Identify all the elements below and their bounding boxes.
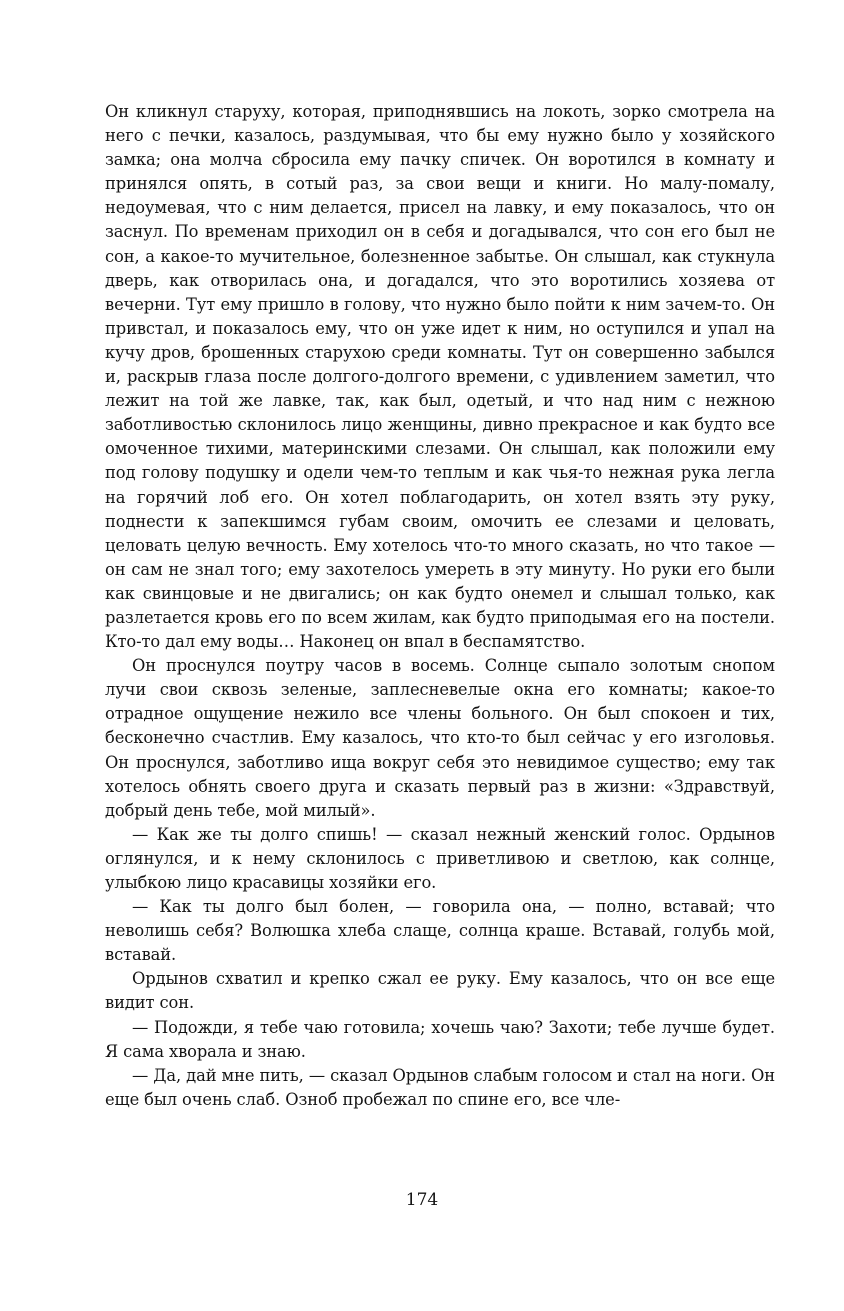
paragraph-2: Он проснулся поутру часов в восемь. Солнце сыпало золотым снопом лучи свои сквозь зеленые, заплесневелые окна его комнаты; какое-то отрадное ощущение нежило все члены больного. Он был спокоен и тих, бесконечно счастлив. Ему казалось, что кто-то был сейчас у его изголовья. Он проснулся, заботливо ища вокруг себя это невидимое существо; ему так хотелось обнять своего друга и сказать первый раз в жизни: «Здравствуй, добрый день тебе, мой милый». xyxy=(105,656,775,820)
paragraph-7: — Да, дай мне пить, — сказал Ордынов слабым голосом и стал на ноги. Он еще был очень слаб. Озноб пробежал по спине его, все чле- xyxy=(105,1065,775,1109)
page-number: 174 xyxy=(405,1190,439,1210)
paragraph-6: — Подожди, я тебе чаю готовила; хочешь чаю? Захоти; тебе лучше будет. Я сама хворала и знаю. xyxy=(105,1017,775,1061)
body-text xyxy=(105,100,775,1112)
paragraph-5: Ордынов схватил и крепко сжал ее руку. Ему казалось, что он все еще видит сон. xyxy=(105,969,775,1013)
paragraph-1: Он кликнул старуху, которая, приподнявшись на локоть, зорко смотрела на него с печки, казалось, раздумывая, что бы ему нужно было у хозяйского замка; она молча сбросила ему пачку спичек. Он воротился в комнату и принялся опять, в сотый раз, за свои вещи и книги. Но малу-помалу, недоумевая, что с ним делается, присел на лавку, и ему показалось, что он заснул. По временам приходил он в себя и догадывался, что сон его был не сон, а какое-то мучительное, болезненное забытье. Он слышал, как стукнула дверь, как отворилась она, и догадался, что это воротились хозяева от вечерни. Тут ему пришло в голову, что нужно было пойти к ним зачем-то. Он привстал, и показалось ему, что он уже идет к ним, но оступился и упал на кучу дров, брошенных старухою среди комнаты. Тут он совершенно забылся и, раскрыв глаза после долгого-долгого времени, с удивлением заметил, что лежит на той же лавке, так, как был, одетый, и что над ним с нежною заботливостью склонилось лицо женщины, дивно прекрасное и как будто все омоченное тихими, материнскими слезами. Он слышал, как положили ему под голову подушку и одели чем-то теплым и как чья-то нежная рука легла на горячий лоб его. Он хотел поблагодарить, он хотел взять эту руку, поднести к запекшимся губам своим, омочить ее слезами и целовать, целовать целую вечность. Ему хотелось что-то много сказать, но что такое — он сам не знал того; ему захотелось умереть в эту минуту. Но руки его были как свинцовые и не двигались; он как будто онемел и слышал только, как разлетается кровь его по всем жилам, как будто приподымая его на постели. Кто-то дал ему воды… Наконец он впал в беспамятство. xyxy=(105,102,775,652)
paragraph-3: — Как же ты долго спишь! — сказал нежный женский голос. Ордынов оглянулся, и к нему склонилось с приветливою и светлою, как солнце, улыбкою лицо красавицы хозяйки его. xyxy=(105,824,775,892)
paragraph-4: — Как ты долго был болен, — говорила она, — полно, вставай; что неволишь себя? Волюшка хлеба слаще, солнца краше. Вставай, голубь мой, вставай. xyxy=(105,897,775,965)
